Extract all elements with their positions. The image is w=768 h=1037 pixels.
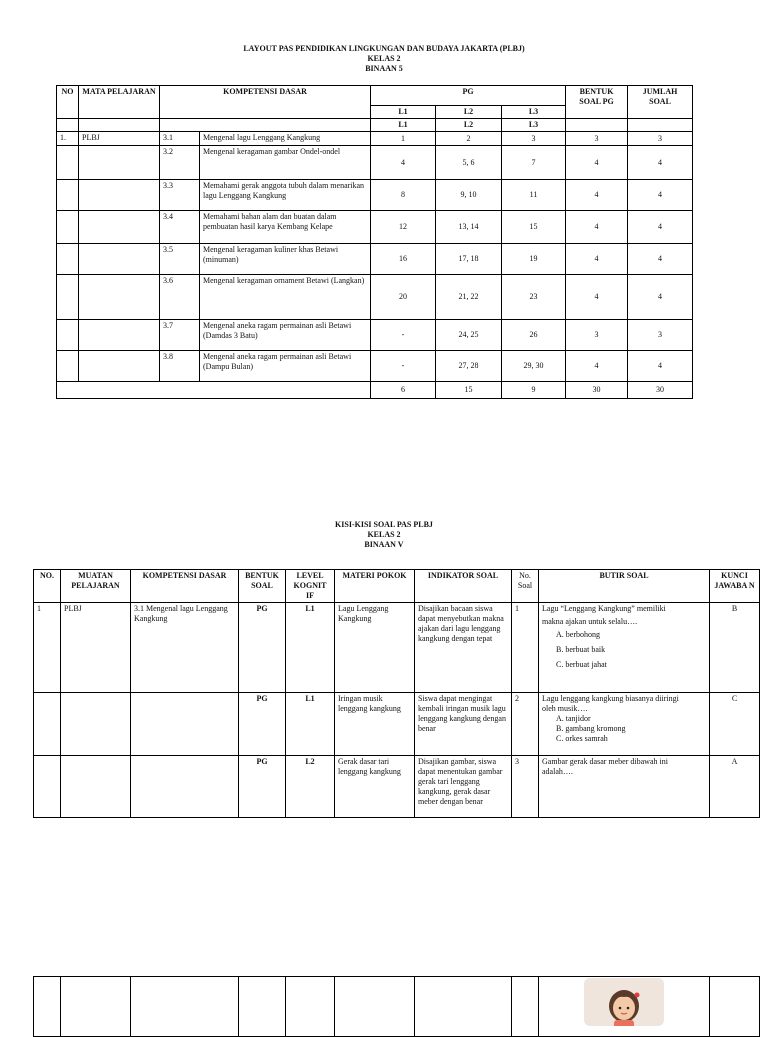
row-no [57,320,79,351]
row-jumlah: 3 [628,132,693,146]
table-row [57,320,693,351]
col-l2-sub: L2 [436,119,502,132]
col-mata-pelajaran: MATA PELAJARAN [79,86,160,119]
row-jumlah: 3 [628,320,693,351]
kcol-indikator: INDIKATOR SOAL [415,570,512,603]
row-bentuk: 4 [566,244,628,275]
row-kd-text: Mengenal lagu Lenggang Kangkung [200,132,371,146]
row-kd-number: 3.4 [160,211,200,244]
table-row [34,977,760,1037]
krow-materi: Iringan musik lenggang kangkung [335,693,415,756]
table-row [34,756,760,818]
layout-title-line3: BINAAN 5 [365,64,403,73]
krow-muatan [61,756,131,818]
question-text: Lagu “Lenggang Kangkung” memiliki [542,604,666,613]
answer-option: C. orkes samrah [556,734,608,743]
col-l1-sub: L1 [371,119,436,132]
krow-no-soal: 2 [512,693,539,756]
col-no: NO [57,86,79,119]
row-kd-number: 3.2 [160,146,200,180]
total-l3: 9 [502,382,566,399]
girl-illustration-image [584,978,664,1026]
row-no [57,146,79,180]
kcol-no: NO. [34,570,61,603]
krow-indikator: Disajikan gambar, siswa dapat menentukan gambar gerak tari lenggang kangkung, gerak dasar meber dengan benar [415,756,512,818]
layout-table [56,85,693,399]
row-l2: 5, 6 [436,146,502,180]
table-row [57,211,693,244]
row-kd-text: Mengenal keragaman gambar Ondel-ondel [200,146,371,180]
row-l3: 7 [502,146,566,180]
kcol-muatan: MUATAN PELAJARAN [61,570,131,603]
kisi-title [0,520,768,550]
layout-title-line2: KELAS 2 [367,54,401,63]
krow-kd: 3.1 Mengenal lagu Lenggang Kangkung [131,603,239,693]
row-no [57,244,79,275]
kisi-table [33,569,760,818]
krow-butir-soal [539,603,710,693]
krow-bentuk: PG [239,756,286,818]
question-text-cont: oleh musik…. [542,704,588,713]
krow-materi: Lagu Lenggang Kangkung [335,603,415,693]
row-mata-pelajaran [79,244,160,275]
krow-kd [131,693,239,756]
total-bentuk: 30 [566,382,628,399]
row-mata-pelajaran [79,180,160,211]
answer-option: C. berbuat jahat [556,660,607,669]
row-mata-pelajaran [79,146,160,180]
kisi-title-line2: KELAS 2 [367,530,401,539]
row-kd-text: Mengenal keragaman ornament Betawi (Langkan) [200,275,371,320]
row-l2: 24, 25 [436,320,502,351]
krow-level: L2 [286,756,335,818]
col-pg: PG [371,86,566,106]
row-l2: 2 [436,132,502,146]
krow-butir-soal [539,756,710,818]
row-l3: 29, 30 [502,351,566,382]
question-text: Gambar gerak dasar meber dibawah ini [542,757,668,766]
total-jumlah: 30 [628,382,693,399]
row-kd-number: 3.7 [160,320,200,351]
krow-kd [131,756,239,818]
row-no: 1. [57,132,79,146]
krow-materi: Gerak dasar tari lenggang kangkung [335,756,415,818]
kcol-materi: MATERI POKOK [335,570,415,603]
kisi-title-line3: BINAAN V [364,540,404,549]
row-l3: 3 [502,132,566,146]
krow-level: L1 [286,693,335,756]
col-l1: L1 [371,106,436,119]
table-row [57,180,693,211]
row-l1: - [371,320,436,351]
row-jumlah: 4 [628,180,693,211]
row-kd-number: 3.8 [160,351,200,382]
krow-no [34,693,61,756]
row-mata-pelajaran: PLBJ [79,132,160,146]
row-l3: 23 [502,275,566,320]
col-bentuk-soal: BENTUK SOAL PG [566,86,628,119]
krow-muatan [61,693,131,756]
krow-indikator: Siswa dapat mengingat kembali iringan musik lagu lenggang kangkung dengan benar [415,693,512,756]
row-bentuk: 4 [566,180,628,211]
row-kd-text: Memahami gerak anggota tubuh dalam menarikan lagu Lenggang Kangkung [200,180,371,211]
row-bentuk: 4 [566,146,628,180]
row-l1: 16 [371,244,436,275]
kcol-kd: KOMPETENSI DASAR [131,570,239,603]
row-bentuk: 4 [566,211,628,244]
layout-title-line1: LAYOUT PAS PENDIDIKAN LINGKUNGAN DAN BUDAYA JAKARTA (PLBJ) [243,44,525,53]
kcol-no-soal: No. Soal [512,570,539,603]
table-row [34,693,760,756]
krow-kunci: C [710,693,760,756]
total-l2: 15 [436,382,502,399]
col-l3: L3 [502,106,566,119]
table-row [57,146,693,180]
row-jumlah: 4 [628,275,693,320]
row-bentuk: 4 [566,275,628,320]
col-l3-sub: L3 [502,119,566,132]
row-l1: - [371,351,436,382]
row-l3: 11 [502,180,566,211]
krow-no-soal: 1 [512,603,539,693]
row-l1: 8 [371,180,436,211]
row-l2: 21, 22 [436,275,502,320]
row-kd-text: Mengenal aneka ragam permainan asli Betawi (Damdas 3 Batu) [200,320,371,351]
row-bentuk: 4 [566,351,628,382]
krow-butir-soal [539,693,710,756]
row-l3: 19 [502,244,566,275]
row-mata-pelajaran [79,275,160,320]
row-l3: 26 [502,320,566,351]
kcol-butir: BUTIR SOAL [539,570,710,603]
row-l1: 20 [371,275,436,320]
answer-option: A. berbohong [556,630,600,639]
row-kd-text: Mengenal aneka ragam permainan asli Betawi (Dampu Bulan) [200,351,371,382]
total-l1: 6 [371,382,436,399]
kcol-kunci: KUNCI JAWABA N [710,570,760,603]
row-jumlah: 4 [628,244,693,275]
row-no [57,180,79,211]
row-kd-text: Memahami bahan alam dan buatan dalam pembuatan hasil karya Kembang Kelape [200,211,371,244]
answer-option: B. gambang kromong [556,724,626,733]
krow-bentuk: PG [239,603,286,693]
row-no [57,275,79,320]
col-l2: L2 [436,106,502,119]
question-text: Lagu lenggang kangkung biasanya diiringi [542,694,679,703]
table-row [57,275,693,320]
row-kd-text: Mengenal keragaman kuliner khas Betawi (minuman) [200,244,371,275]
row-jumlah: 4 [628,351,693,382]
row-no [57,211,79,244]
row-l2: 9, 10 [436,180,502,211]
kisi-table-continued [33,976,760,1037]
row-l3: 15 [502,211,566,244]
krow-no [34,756,61,818]
krow-no: 1 [34,603,61,693]
col-kompetensi-dasar: KOMPETENSI DASAR [160,86,371,119]
krow-indikator: Disajikan bacaan siswa dapat menyebutkan makna ajakan dari lagu lenggang kangkung dengan tepat [415,603,512,693]
row-mata-pelajaran [79,351,160,382]
row-kd-number: 3.3 [160,180,200,211]
row-mata-pelajaran [79,211,160,244]
row-l1: 4 [371,146,436,180]
kisi-title-line1: KISI-KISI SOAL PAS PLBJ [335,520,433,529]
table-row [34,603,760,693]
row-kd-number: 3.6 [160,275,200,320]
row-mata-pelajaran [79,320,160,351]
row-bentuk: 3 [566,320,628,351]
row-kd-number: 3.1 [160,132,200,146]
answer-option: B. berbuat baik [556,645,606,654]
question-text-cont: adalah…. [542,767,573,776]
kcol-level: LEVEL KOGNIT IF [286,570,335,603]
krow-kunci: A [710,756,760,818]
krow-level: L1 [286,603,335,693]
krow-bentuk: PG [239,693,286,756]
kcol-bentuk: BENTUK SOAL [239,570,286,603]
krow-muatan: PLBJ [61,603,131,693]
question-text-cont: makna ajakan untuk selalu…. [542,617,638,626]
row-kd-number: 3.5 [160,244,200,275]
krow-no-soal: 3 [512,756,539,818]
table-row [57,244,693,275]
krow-kunci: B [710,603,760,693]
col-jumlah-soal: JUMLAH SOAL [628,86,693,119]
row-l1: 12 [371,211,436,244]
row-bentuk: 3 [566,132,628,146]
layout-title [0,44,768,74]
table-row [57,351,693,382]
row-l2: 17, 18 [436,244,502,275]
row-jumlah: 4 [628,146,693,180]
row-l2: 27, 28 [436,351,502,382]
totals-row [57,382,693,399]
table-row [57,132,693,146]
row-jumlah: 4 [628,211,693,244]
row-l2: 13, 14 [436,211,502,244]
answer-option: A. tanjidor [556,714,591,723]
row-no [57,351,79,382]
row-l1: 1 [371,132,436,146]
